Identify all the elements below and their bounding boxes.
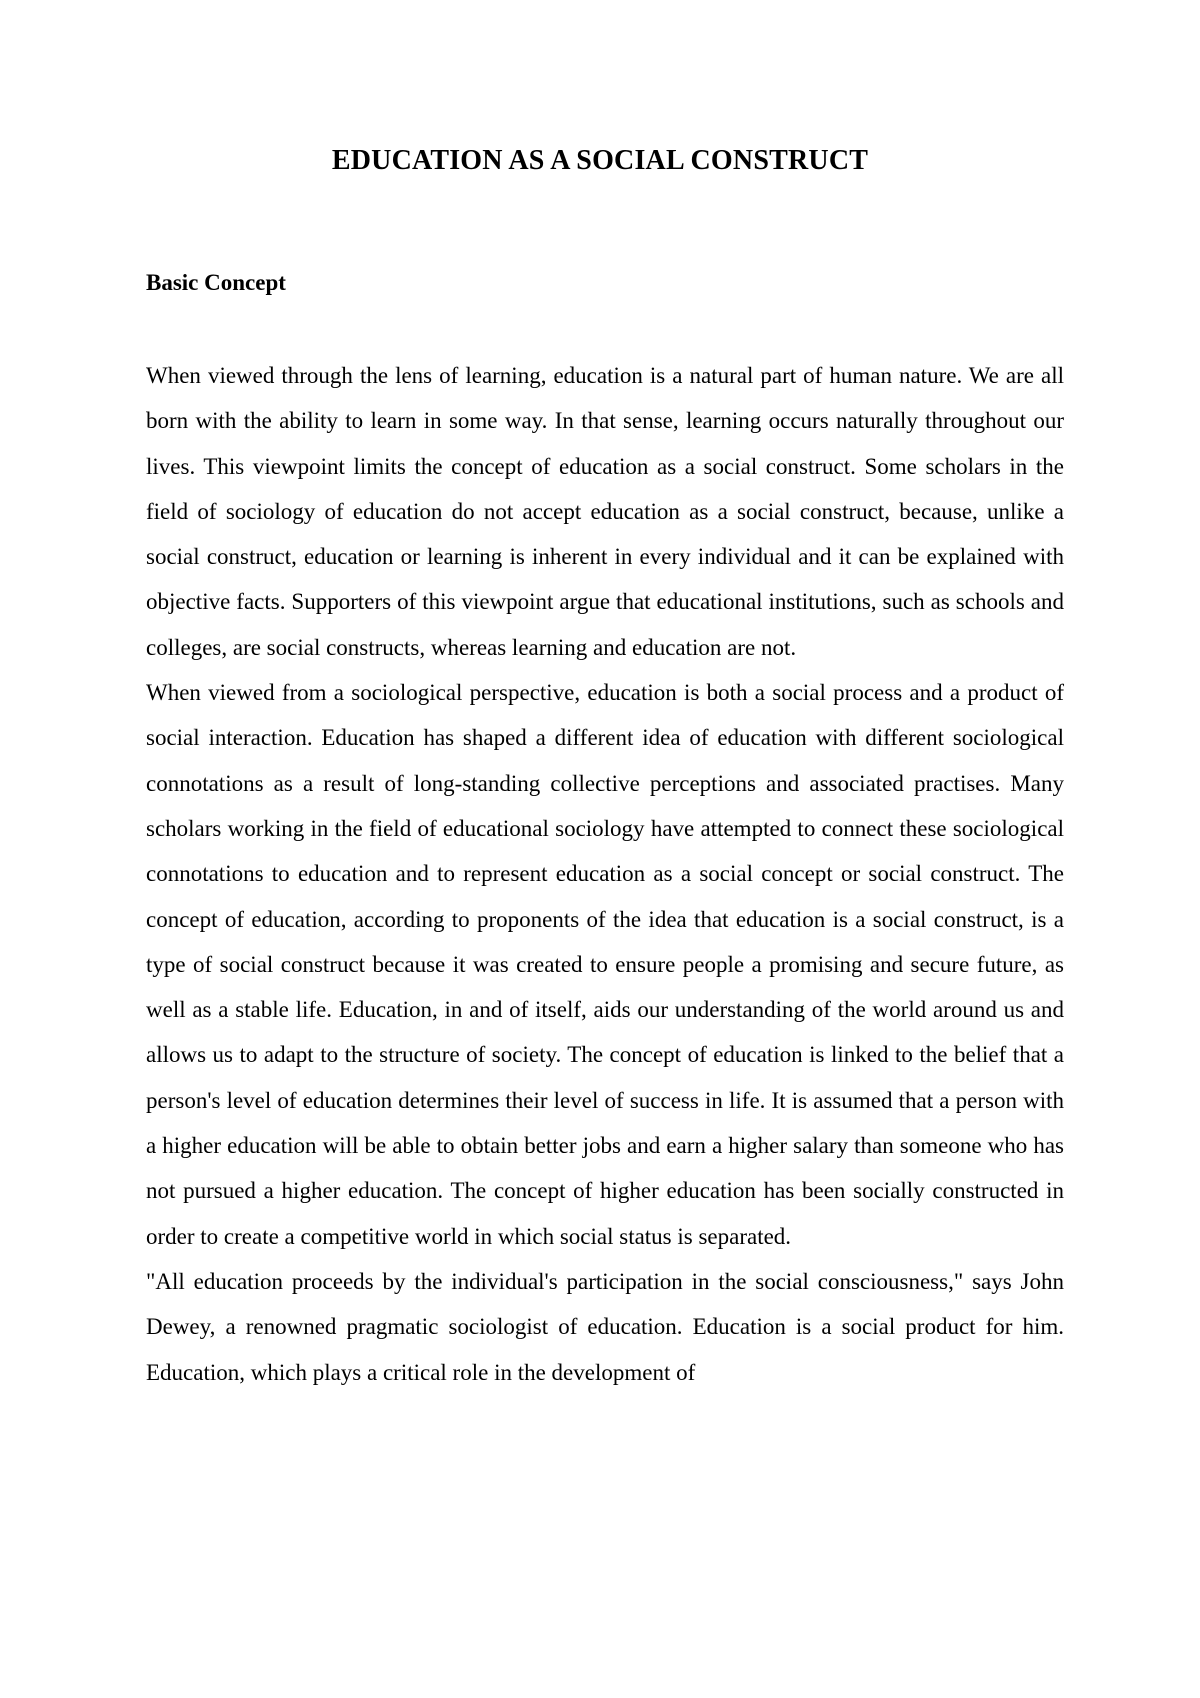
document-title: EDUCATION AS A SOCIAL CONSTRUCT: [331, 145, 869, 176]
paragraph: When viewed through the lens of learning, education is a natural part of human nature. We are all born with the ability to learn in some way. In that sense, learning occurs naturally throughout our lives. This viewpoint limits the concept of education as a social construct. Some scholars in the field of sociology of education do not accept education as a social construct, because, unlike a social construct, education or learning is inherent in every individual and it can be explained with objective facts. Supporters of this viewpoint argue that educational institutions, such as schools and colleges, are social constructs, whereas learning and education are not.: [146, 363, 1064, 660]
body-text: [146, 353, 1064, 1395]
paragraph: When viewed from a sociological perspective, education is both a social process and a product of social interaction. Education has shaped a different idea of education with different sociological connotations as a result of long-standing collective perceptions and associated practises. Many scholars working in the field of educational sociology have attempted to connect these sociological connotations to education and to represent education as a social concept or social construct. The concept of education, according to proponents of the idea that education is a social construct, is a type of social construct because it was created to ensure people a promising and secure future, as well as a stable life. Education, in and of itself, aids our understanding of the world around us and allows us to adapt to the structure of society. The concept of education is linked to the belief that a person's level of education determines their level of success in life. It is assumed that a person with a higher education will be able to obtain better jobs and earn a higher salary than someone who has not pursued a higher education. The concept of higher education has been socially constructed in order to create a competitive world in which social status is separated.: [146, 680, 1064, 1249]
paragraph: "All education proceeds by the individual's participation in the social consciousness," says John Dewey, a renowned pragmatic sociologist of education. Education is a social product for him. Education, which plays a critical role in the development of: [146, 1268, 1064, 1385]
section-heading: Basic Concept: [146, 270, 286, 295]
